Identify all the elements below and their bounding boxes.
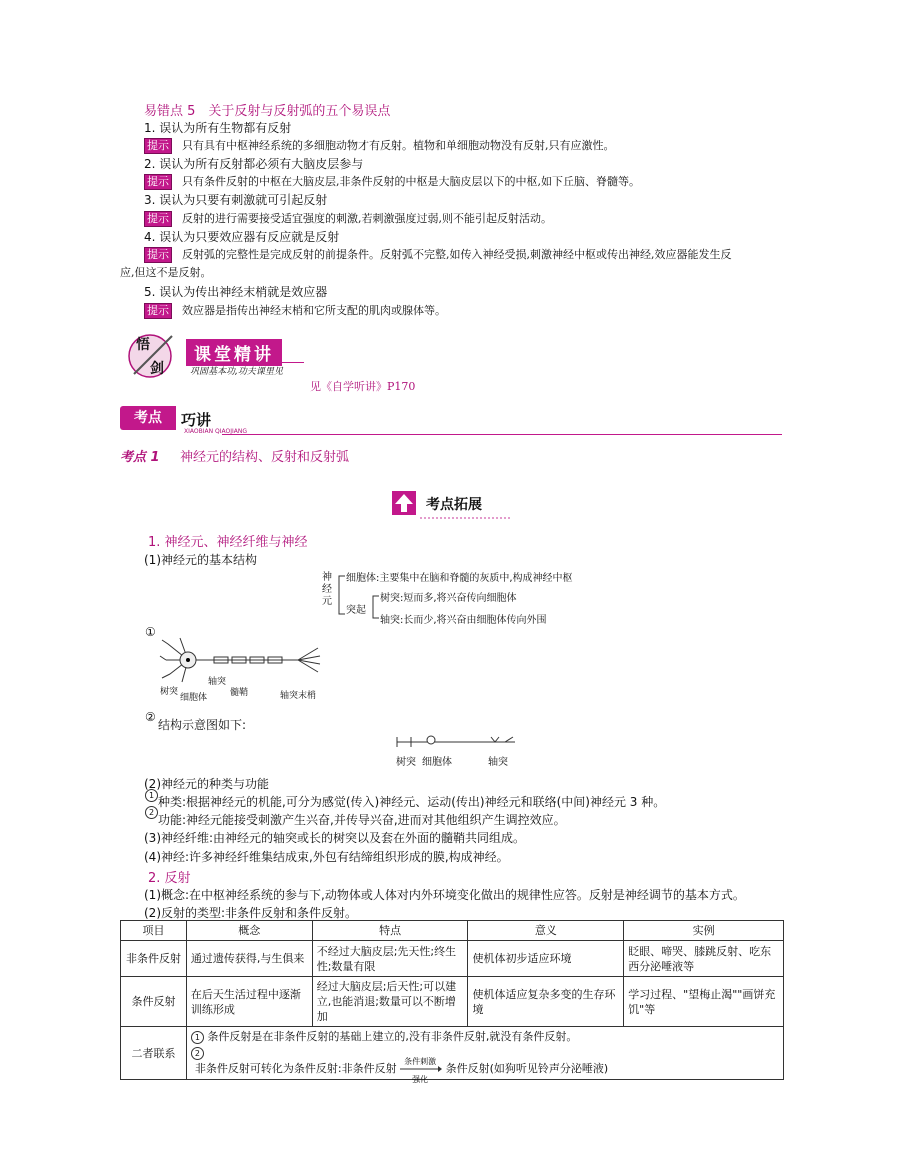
expand-title: 考点拓展 bbox=[426, 497, 482, 513]
reflex-types: (2)反射的类型:非条件反射和条件反射。 bbox=[144, 906, 358, 920]
diagram-intro: 结构示意图如下: bbox=[158, 718, 247, 732]
error-4-tip: 提示 反射弧的完整性是完成反射的前提条件。反射弧不完整,如传入神经受损,刺激神经中枢或传出神经,效应器能发生反 bbox=[144, 246, 784, 263]
error-5-tip: 提示 效应器是指传出神经末梢和它所支配的肌肉或腺体等。 bbox=[144, 302, 784, 319]
error-4-title: 4. 误认为只要效应器有反应就是反射 bbox=[144, 230, 340, 244]
table-cell: 在后天生活过程中逐渐训练形成 bbox=[186, 977, 312, 1027]
arrow-bottom-label: 强化 bbox=[412, 1075, 429, 1084]
table-cell: 二者联系 bbox=[121, 1027, 187, 1080]
tip-badge: 提示 bbox=[144, 303, 172, 319]
fig-label-axon: 轴突 bbox=[208, 677, 227, 687]
fig-marker-2: ② bbox=[145, 710, 156, 724]
kaodian-divider bbox=[222, 434, 782, 435]
error-1-title: 1. 误认为所有生物都有反射 bbox=[144, 121, 292, 135]
func-marker: 2 bbox=[145, 804, 158, 819]
table-row bbox=[121, 977, 784, 1027]
lecture-ref: 见《自学听讲》P170 bbox=[310, 380, 416, 393]
table-cell: 使机体适应复杂多变的生存环境 bbox=[468, 977, 624, 1027]
sec1-sub2: (2)神经元的种类与功能 bbox=[144, 777, 269, 791]
arrow-top-label: 条件刺激 bbox=[404, 1057, 437, 1066]
tip-badge: 提示 bbox=[144, 138, 172, 154]
table-row bbox=[121, 1027, 784, 1080]
fig-label-dendrite: 树突 bbox=[160, 687, 179, 697]
reflex-comparison-table bbox=[120, 920, 784, 1084]
table-cell: 通过遗传获得,与生俱来 bbox=[186, 941, 312, 977]
error-1-tip: 提示 只有具有中枢神经系统的多细胞动物才有反射。植物和单细胞动物没有反射,只有应激性。 bbox=[144, 137, 784, 154]
neuron-figure bbox=[158, 630, 328, 692]
table-header: 概念 bbox=[186, 921, 312, 941]
errors-heading: 易错点 5 关于反射与反射弧的五个易误点 bbox=[144, 104, 391, 119]
nerve-fiber: (3)神经纤维:由神经元的轴突或长的树突以及套在外面的髓鞘共同组成。 bbox=[144, 831, 526, 845]
diagram-label-body: 细胞体 bbox=[422, 757, 452, 768]
fig-marker-1: ① bbox=[145, 625, 156, 639]
point-title: 神经元的结构、反射和反射弧 bbox=[180, 450, 350, 465]
error-2-title: 2. 误认为所有反射都必须有大脑皮层参与 bbox=[144, 157, 364, 171]
structure-diagram bbox=[395, 734, 519, 750]
link-1: 条件反射是在非条件反射的基础上建立的,没有非条件反射,就没有条件反射。 bbox=[207, 1030, 578, 1043]
kaodian-title: 巧讲 bbox=[181, 411, 212, 429]
nerve: (4)神经:许多神经纤维集结成束,外包有结缔组织形成的膜,构成神经。 bbox=[144, 850, 509, 864]
kaodian-tag: 考点 bbox=[120, 406, 176, 430]
diagram-label-axon: 轴突 bbox=[488, 757, 508, 768]
sec2-title: 2. 反射 bbox=[148, 871, 191, 886]
table-cell: 条件反射 bbox=[121, 977, 187, 1027]
neuron-function: 功能:神经元能接受刺激产生兴奋,并传导兴奋,进而对其他组织产生调控效应。 bbox=[158, 813, 566, 827]
fig-label-body: 细胞体 bbox=[180, 693, 208, 703]
table-cell: 使机体初步适应环境 bbox=[468, 941, 624, 977]
kaodian-pinyin: XIAOBIAN QIAOJIANG bbox=[184, 428, 247, 435]
link-2b: 条件反射(如狗听见铃声分泌唾液) bbox=[445, 1062, 609, 1075]
table-header: 特点 bbox=[312, 921, 468, 941]
tree-process: 突起 bbox=[346, 605, 366, 616]
arrow-icon bbox=[400, 1057, 442, 1084]
expand-icon bbox=[392, 491, 416, 515]
point-label: 考点 1 bbox=[120, 450, 160, 465]
table-header-row bbox=[121, 921, 784, 941]
link-2a: 非条件反射可转化为条件反射:非条件反射 bbox=[194, 1062, 397, 1075]
table-header: 实例 bbox=[624, 921, 784, 941]
sec1-title: 1. 神经元、神经纤维与神经 bbox=[148, 535, 308, 550]
tip-badge: 提示 bbox=[144, 174, 172, 190]
table-cell: 学习过程、"望梅止渴""画饼充饥"等 bbox=[624, 977, 784, 1027]
fig-label-terminal: 轴突末梢 bbox=[280, 691, 317, 701]
lecture-slogan: 巩固基本功,功夫课里见 bbox=[190, 367, 283, 377]
tree-root: 神经元 bbox=[322, 572, 332, 607]
lecture-divider bbox=[186, 362, 304, 363]
table-cell-link: 1 条件反射是在非条件反射的基础上建立的,没有非条件反射,就没有条件反射。 2 非条件反射可转化为条件反射:非条件反射 条件刺激 强化 条件反射(如狗听见铃声分泌唾液) bbox=[186, 1027, 783, 1080]
diagram-label-dendrite: 树突 bbox=[396, 757, 416, 768]
fig-label-myelin: 髓鞘 bbox=[230, 688, 249, 698]
table-header: 意义 bbox=[468, 921, 624, 941]
table-header: 项目 bbox=[121, 921, 187, 941]
error-2-tip: 提示 只有条件反射的中枢在大脑皮层,非条件反射的中枢是大脑皮层以下的中枢,如下丘脑、脊髓等。 bbox=[144, 173, 784, 190]
table-cell: 不经过大脑皮层;先天性;终生性;数量有限 bbox=[312, 941, 468, 977]
table-row bbox=[121, 941, 784, 977]
error-3-tip: 提示 反射的进行需要接受适宜强度的刺激,若刺激强度过弱,则不能引起反射活动。 bbox=[144, 210, 784, 227]
tree-cell-body: 细胞体:主要集中在脑和脊髓的灰质中,构成神经中枢 bbox=[346, 573, 573, 584]
seal-logo: 悟 剑 bbox=[128, 330, 176, 382]
error-3-title: 3. 误认为只要有刺激就可引起反射 bbox=[144, 193, 328, 207]
neuron-kinds: 种类:根据神经元的机能,可分为感觉(传入)神经元、运动(传出)神经元和联络(中间)神经元 3 种。 bbox=[158, 795, 666, 809]
sec1-sub1: (1)神经元的基本结构 bbox=[144, 553, 257, 567]
tree-dendrite: 树突:短而多,将兴奋传向细胞体 bbox=[380, 593, 517, 604]
table-cell: 经过大脑皮层;后天性;可以建立,也能消退;数量可以不断增加 bbox=[312, 977, 468, 1027]
error-5-title: 5. 误认为传出神经末梢就是效应器 bbox=[144, 285, 328, 299]
expand-underline bbox=[420, 517, 510, 519]
tip-badge: 提示 bbox=[144, 211, 172, 227]
lecture-title: 课堂精讲 bbox=[186, 339, 282, 366]
tree-axon: 轴突:长而少,将兴奋由细胞体传向外围 bbox=[380, 615, 547, 626]
table-cell: 非条件反射 bbox=[121, 941, 187, 977]
tip-badge: 提示 bbox=[144, 247, 172, 263]
table-cell: 眨眼、啼哭、膝跳反射、吃东西分泌唾液等 bbox=[624, 941, 784, 977]
error-4-tip-cont: 应,但这不是反射。 bbox=[120, 266, 212, 279]
reflex-concept: (1)概念:在中枢神经系统的参与下,动物体或人体对内外环境变化做出的规律性应答。反射是神经调节的基本方式。 bbox=[144, 888, 745, 902]
kind-marker: 1 bbox=[145, 787, 158, 802]
